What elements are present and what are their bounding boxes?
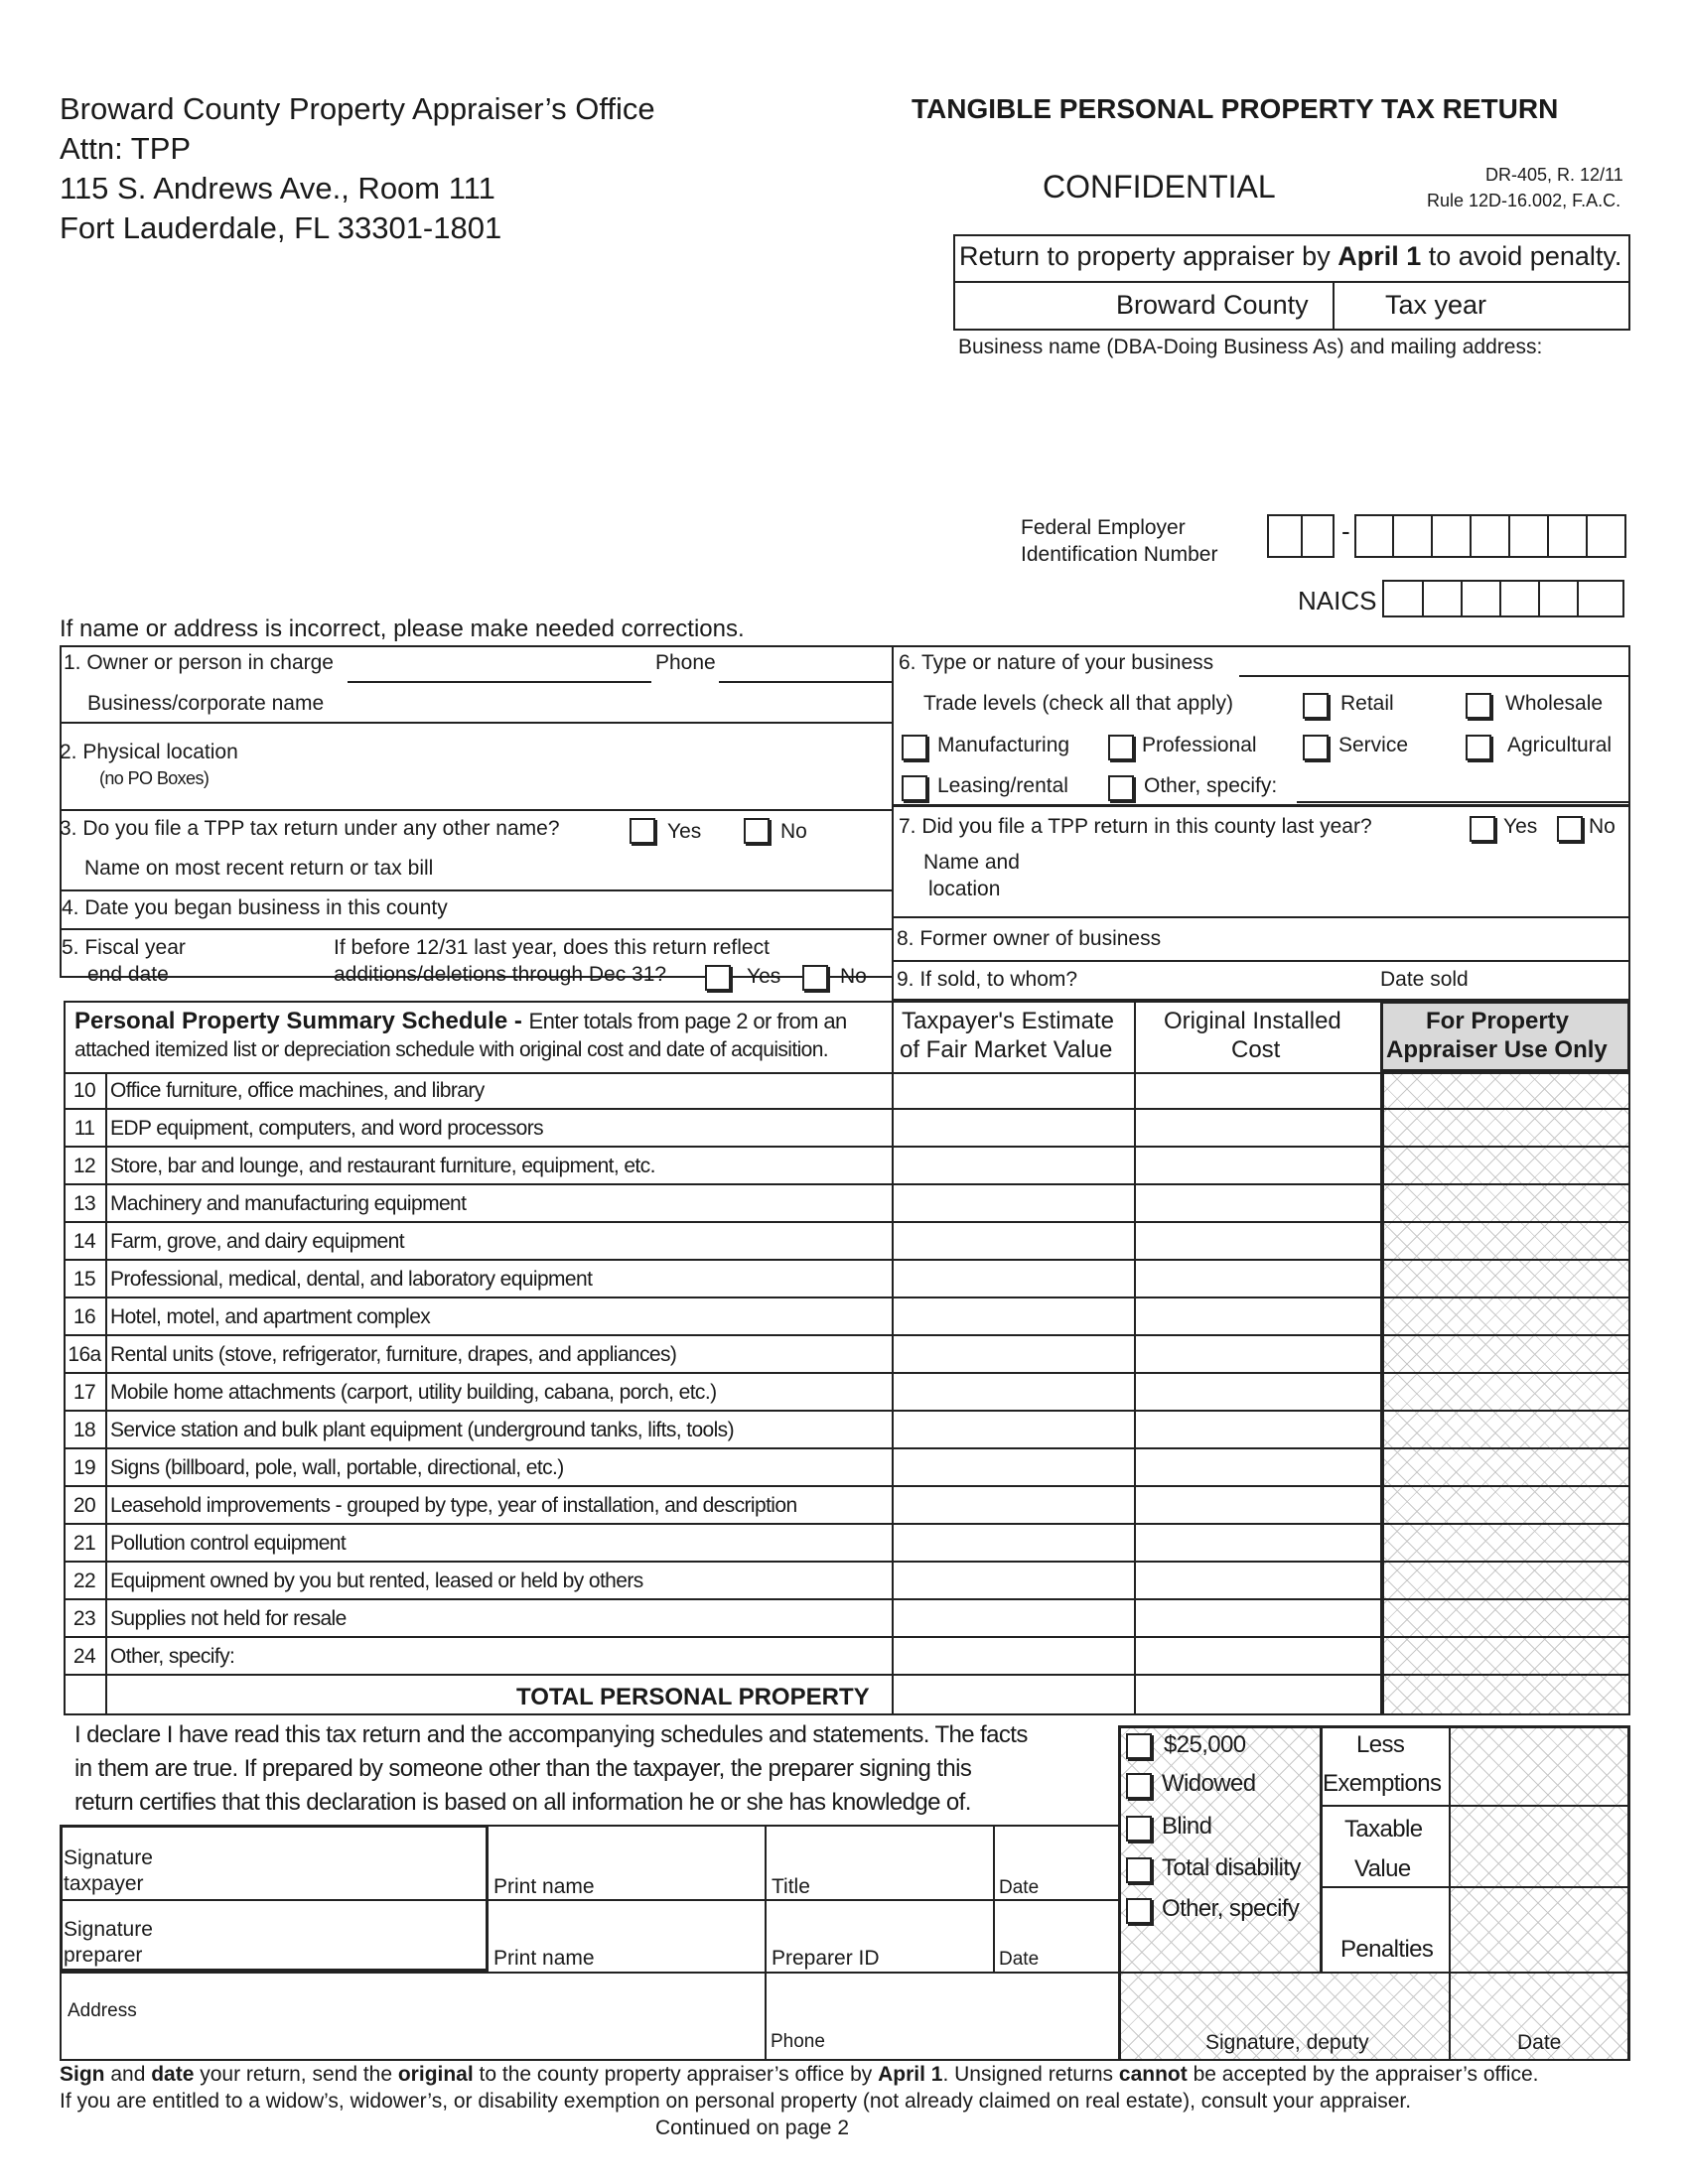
- row-estimate-field[interactable]: [894, 1525, 1134, 1561]
- manufacturing-checkbox[interactable]: [902, 735, 927, 760]
- q5-question-1: If before 12/31 last year, does this return reflect: [334, 936, 770, 959]
- disability-checkbox[interactable]: [1126, 1857, 1152, 1883]
- schedule-row: [64, 1449, 1630, 1487]
- return-notice: Return to property appraiser by April 1 to avoid penalty.: [959, 241, 1622, 271]
- other-type-label: Other, specify:: [1144, 774, 1278, 797]
- date-sold-label: Date sold: [1380, 968, 1469, 991]
- taxpayer-print-name[interactable]: Print name: [493, 1875, 595, 1898]
- other-type-field[interactable]: [1297, 801, 1630, 803]
- form-number: DR-405, R. 12/11: [1485, 165, 1623, 185]
- row-cost-field[interactable]: [1136, 1638, 1380, 1674]
- row-label: Rental units (stove, refrigerator, furniture, drapes, and appliances): [110, 1343, 677, 1366]
- row-label: Machinery and manufacturing equipment: [110, 1192, 467, 1215]
- row-label: Office furniture, office machines, and library: [110, 1079, 485, 1102]
- row-estimate-field[interactable]: [894, 1449, 1134, 1485]
- naics-field[interactable]: [1382, 580, 1624, 617]
- retail-checkbox[interactable]: [1303, 693, 1329, 719]
- sig-taxpayer-1: Signature: [64, 1846, 153, 1869]
- taxable-label: Taxable: [1344, 1816, 1423, 1843]
- row-number: 22: [72, 1570, 96, 1592]
- schedule-row: [64, 1563, 1630, 1600]
- row-label: Mobile home attachments (carport, utility building, cabana, porch, etc.): [110, 1381, 717, 1404]
- confidential-label: CONFIDENTIAL: [1043, 169, 1276, 205]
- row-cost-field[interactable]: [1136, 1148, 1380, 1183]
- other-type-checkbox[interactable]: [1108, 775, 1134, 801]
- fein-label-1: Federal Employer: [1021, 516, 1186, 539]
- row-number: 14: [72, 1230, 96, 1253]
- deputy-signature-label: Signature, deputy: [1205, 2031, 1369, 2054]
- row-estimate-field[interactable]: [894, 1110, 1134, 1146]
- q7-no-checkbox[interactable]: [1557, 816, 1583, 842]
- row-label: Other, specify:: [110, 1645, 235, 1668]
- schedule-row: [64, 1487, 1630, 1525]
- preparer-print-name[interactable]: Print name: [493, 1947, 595, 1970]
- schedule-row: [64, 1110, 1630, 1148]
- row-cost-field[interactable]: [1136, 1374, 1380, 1410]
- row-label: Service station and bulk plant equipment (underground tanks, lifts, tools): [110, 1419, 734, 1441]
- schedule-row: [64, 1525, 1630, 1563]
- leasing-label: Leasing/rental: [937, 774, 1068, 797]
- row-estimate-field[interactable]: [894, 1412, 1134, 1447]
- fein-label-2: Identification Number: [1021, 543, 1218, 566]
- row-cost-field[interactable]: [1136, 1449, 1380, 1485]
- widowed-label: Widowed: [1162, 1770, 1256, 1797]
- other-exemption-checkbox[interactable]: [1126, 1898, 1152, 1924]
- row-number: 18: [72, 1419, 96, 1441]
- col-cost-2: Cost: [1231, 1036, 1281, 1063]
- row-estimate-field[interactable]: [894, 1298, 1134, 1334]
- col-pa-2: Appraiser Use Only: [1386, 1036, 1608, 1063]
- schedule-row: [64, 1148, 1630, 1185]
- row-number: 23: [72, 1607, 96, 1630]
- form-title: TANGIBLE PERSONAL PROPERTY TAX RETURN: [912, 93, 1559, 124]
- office-attn: Attn: TPP: [60, 131, 192, 166]
- row-estimate-field[interactable]: [894, 1072, 1134, 1108]
- q5-label-2: end date: [87, 963, 169, 986]
- total-label: TOTAL PERSONAL PROPERTY: [516, 1684, 870, 1710]
- q3-yes-checkbox[interactable]: [630, 818, 655, 844]
- less-label: Less: [1356, 1731, 1405, 1758]
- total-estimate-field[interactable]: [894, 1677, 1134, 1713]
- row-cost-field[interactable]: [1136, 1600, 1380, 1636]
- address-label[interactable]: Address: [68, 2000, 137, 2021]
- row-cost-field[interactable]: [1136, 1563, 1380, 1598]
- exemption-25000-label: $25,000: [1164, 1731, 1246, 1758]
- schedule-row: [64, 1336, 1630, 1374]
- taxpayer-title[interactable]: Title: [772, 1875, 810, 1898]
- q5-question-2: additions/deletions through Dec 31?: [334, 963, 667, 986]
- schedule-row: [64, 1223, 1630, 1261]
- county-name: Broward County: [1116, 290, 1309, 320]
- declaration-line2: in them are true. If prepared by someone other than the taxpayer, the preparer signing this: [74, 1755, 972, 1782]
- preparer-id[interactable]: Preparer ID: [772, 1947, 880, 1970]
- q3-yes-label: Yes: [667, 820, 702, 843]
- row-number: 19: [72, 1456, 96, 1479]
- name-and-label: Name and: [923, 851, 1020, 874]
- form-rule: Rule 12D-16.002, F.A.C.: [1427, 191, 1621, 210]
- row-cost-field[interactable]: [1136, 1185, 1380, 1221]
- office-street: 115 S. Andrews Ave., Room 111: [60, 171, 495, 205]
- tax-year-field[interactable]: Tax year: [1385, 290, 1487, 320]
- owner-field[interactable]: [348, 681, 651, 683]
- row-label: Farm, grove, and dairy equipment: [110, 1230, 404, 1253]
- agricultural-label: Agricultural: [1507, 734, 1613, 756]
- leasing-checkbox[interactable]: [902, 775, 927, 801]
- q5-no-checkbox[interactable]: [802, 965, 828, 991]
- schedule-row: [64, 1298, 1630, 1336]
- professional-checkbox[interactable]: [1108, 735, 1134, 760]
- row-cost-field[interactable]: [1136, 1072, 1380, 1108]
- preparer-signature-field[interactable]: [64, 1903, 485, 1969]
- sig-preparer-1: Signature: [64, 1918, 153, 1941]
- row-cost-field[interactable]: [1136, 1110, 1380, 1146]
- row-label: Pollution control equipment: [110, 1532, 347, 1555]
- manufacturing-label: Manufacturing: [937, 734, 1070, 756]
- exemptions-label: Exemptions: [1323, 1770, 1442, 1797]
- row-estimate-field[interactable]: [894, 1148, 1134, 1183]
- q5-no-label: No: [840, 965, 867, 988]
- row-number: 13: [72, 1192, 96, 1215]
- agricultural-checkbox[interactable]: [1466, 735, 1491, 760]
- wholesale-checkbox[interactable]: [1466, 693, 1491, 719]
- row-label: Supplies not held for resale: [110, 1607, 347, 1630]
- q7-no-label: No: [1589, 815, 1616, 838]
- col-estimate-1: Taxpayer's Estimate: [902, 1008, 1114, 1034]
- row-number: 24: [72, 1645, 96, 1668]
- preparer-date[interactable]: Date: [999, 1949, 1040, 1970]
- q7-yes-label: Yes: [1503, 815, 1538, 838]
- no-po-label: (no PO Boxes): [99, 768, 210, 788]
- trade-levels-label: Trade levels (check all that apply): [923, 692, 1234, 715]
- row-cost-field[interactable]: [1136, 1487, 1380, 1523]
- office-name: Broward County Property Appraiser’s Office: [60, 91, 655, 126]
- q4-label: 4. Date you began business in this county: [62, 896, 448, 919]
- schedule-row: [64, 1412, 1630, 1449]
- owner-label: 1. Owner or person in charge: [64, 651, 334, 674]
- phone-label: Phone: [655, 651, 716, 674]
- col-pa-1: For Property: [1426, 1008, 1570, 1034]
- q9-label: 9. If sold, to whom?: [897, 968, 1078, 991]
- col-cost-1: Original Installed: [1164, 1008, 1341, 1034]
- business-name-address-field[interactable]: [953, 369, 1630, 498]
- correction-note: If name or address is incorrect, please make needed corrections.: [60, 615, 745, 642]
- row-label: Hotel, motel, and apartment complex: [110, 1305, 431, 1328]
- row-number: 11: [73, 1117, 95, 1140]
- footer-line2: If you are entitled to a widow’s, widower’s, or disability exemption on personal property (not already claimed on real estate), consult your appraiser.: [60, 2090, 1412, 2113]
- schedule-row: [64, 1185, 1630, 1223]
- other-exemption-label: Other, specify: [1162, 1895, 1300, 1922]
- professional-label: Professional: [1142, 734, 1257, 756]
- phone-label-bottom[interactable]: Phone: [771, 2031, 825, 2052]
- sig-preparer-2: preparer: [64, 1944, 143, 1967]
- row-number: 21: [72, 1532, 96, 1555]
- row-label: Professional, medical, dental, and laboratory equipment: [110, 1268, 593, 1291]
- schedule-row: [64, 1072, 1630, 1110]
- value-label: Value: [1354, 1855, 1411, 1882]
- penalties-label: Penalties: [1340, 1936, 1434, 1963]
- office-city: Fort Lauderdale, FL 33301-1801: [60, 210, 502, 245]
- row-estimate-field[interactable]: [894, 1487, 1134, 1523]
- q5-label-1: 5. Fiscal year: [62, 936, 186, 959]
- q3-no-checkbox[interactable]: [744, 818, 770, 844]
- row-cost-field[interactable]: [1136, 1412, 1380, 1447]
- business-name-label: Business name (DBA-Doing Business As) and mailing address:: [958, 336, 1543, 358]
- row-estimate-field[interactable]: [894, 1223, 1134, 1259]
- declaration-line1: I declare I have read this tax return and the accompanying schedules and statements. The facts: [74, 1721, 1028, 1748]
- q5-yes-checkbox[interactable]: [705, 965, 731, 991]
- row-label: EDP equipment, computers, and word processors: [110, 1117, 544, 1140]
- row-estimate-field[interactable]: [894, 1336, 1134, 1372]
- row-estimate-field[interactable]: [894, 1638, 1134, 1674]
- row-number: 17: [72, 1381, 96, 1404]
- q6-label: 6. Type or nature of your business: [899, 651, 1214, 674]
- declaration-line3: return certifies that this declaration is based on all information he or she has knowledge of.: [74, 1789, 971, 1816]
- q3-no-label: No: [780, 820, 807, 843]
- naics-label: NAICS: [1298, 586, 1377, 615]
- row-number: 16: [72, 1305, 96, 1328]
- location-label: location: [928, 878, 1001, 900]
- sig-taxpayer-2: taxpayer: [64, 1872, 144, 1895]
- row-number: 16a: [68, 1343, 101, 1366]
- row-number: 10: [72, 1079, 96, 1102]
- q3-label: 3. Do you file a TPP tax return under any other name?: [60, 817, 560, 840]
- widowed-checkbox[interactable]: [1126, 1773, 1152, 1799]
- row-estimate-field[interactable]: [894, 1185, 1134, 1221]
- recent-name-label: Name on most recent return or tax bill: [84, 857, 434, 880]
- wholesale-label: Wholesale: [1505, 692, 1604, 715]
- row-cost-field[interactable]: [1136, 1336, 1380, 1372]
- taxpayer-signature-field[interactable]: [64, 1829, 485, 1896]
- business-corp-label: Business/corporate name: [87, 692, 325, 715]
- continued-label: Continued on page 2: [655, 2116, 849, 2139]
- schedule-row: [64, 1261, 1630, 1298]
- retail-label: Retail: [1340, 692, 1394, 715]
- row-estimate-field[interactable]: [894, 1563, 1134, 1598]
- row-estimate-field[interactable]: [894, 1374, 1134, 1410]
- physical-location-label: 2. Physical location: [60, 741, 238, 763]
- exemption-25000-checkbox[interactable]: [1126, 1733, 1152, 1759]
- service-label: Service: [1338, 734, 1409, 756]
- row-number: 12: [72, 1155, 96, 1177]
- fein-dash: -: [1341, 516, 1350, 546]
- blind-label: Blind: [1162, 1813, 1212, 1840]
- row-label: Leasehold improvements - grouped by type, year of installation, and description: [110, 1494, 797, 1517]
- blind-checkbox[interactable]: [1126, 1816, 1152, 1842]
- row-estimate-field[interactable]: [894, 1261, 1134, 1297]
- disability-label: Total disability: [1162, 1854, 1301, 1881]
- taxpayer-date[interactable]: Date: [999, 1877, 1040, 1898]
- row-estimate-field[interactable]: [894, 1600, 1134, 1636]
- schedule-subtitle: attached itemized list or depreciation schedule with original cost and date of acquisition.: [74, 1038, 829, 1061]
- row-cost-field[interactable]: [1136, 1525, 1380, 1561]
- row-number: 15: [72, 1268, 96, 1291]
- schedule-title: Personal Property Summary Schedule - Enter totals from page 2 or from an: [74, 1008, 847, 1034]
- row-label: Equipment owned by you but rented, leased or held by others: [110, 1570, 643, 1592]
- service-checkbox[interactable]: [1303, 735, 1329, 760]
- row-label: Store, bar and lounge, and restaurant furniture, equipment, etc.: [110, 1155, 655, 1177]
- row-number: 20: [72, 1494, 96, 1517]
- schedule-row: [64, 1638, 1630, 1676]
- q7-yes-checkbox[interactable]: [1470, 816, 1495, 842]
- row-cost-field[interactable]: [1136, 1298, 1380, 1334]
- q5-yes-label: Yes: [747, 965, 781, 988]
- row-cost-field[interactable]: [1136, 1261, 1380, 1297]
- footer-line1: Sign and date your return, send the original to the county property appraiser’s office by April 1. Unsigned returns cannot be accepted by the appraiser’s office.: [60, 2063, 1539, 2086]
- schedule-row: [64, 1374, 1630, 1412]
- q8-label: 8. Former owner of business: [897, 927, 1162, 950]
- owner-phone-field[interactable]: [719, 681, 894, 683]
- row-label: Signs (billboard, pole, wall, portable, directional, etc.): [110, 1456, 564, 1479]
- col-estimate-2: of Fair Market Value: [900, 1036, 1113, 1063]
- deputy-date-label: Date: [1517, 2031, 1562, 2054]
- business-type-field[interactable]: [1239, 675, 1630, 677]
- schedule-row: [64, 1600, 1630, 1638]
- row-cost-field[interactable]: [1136, 1223, 1380, 1259]
- q7-label: 7. Did you file a TPP return in this county last year?: [899, 815, 1372, 838]
